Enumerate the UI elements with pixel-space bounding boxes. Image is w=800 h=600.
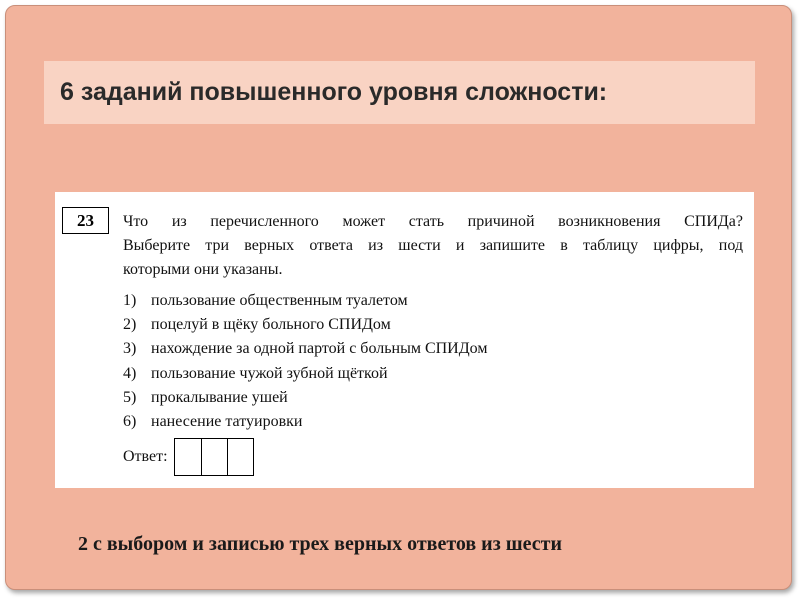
answer-label: Ответ: [123, 448, 168, 465]
option-item [123, 410, 487, 434]
option-number: 3) [123, 340, 137, 358]
option-text: прокалывание ушей [151, 388, 288, 406]
task-number: 23 [62, 207, 109, 234]
slide [5, 5, 792, 590]
task-card [55, 192, 754, 488]
answer-cell[interactable] [227, 439, 253, 475]
answer-cell[interactable] [201, 439, 227, 475]
slide-title: 6 заданий повышенного уровня сложности: [60, 78, 608, 106]
option-number: 5) [123, 388, 137, 406]
question-text [123, 210, 743, 282]
option-text: пользование общественным туалетом [151, 292, 408, 309]
option-text: пользование чужой зубной щёткой [151, 364, 388, 382]
answer-table [174, 438, 254, 476]
option-number: 4) [123, 364, 137, 382]
slide-subtitle: 2 с выбором и записью трех верных ответов из шести [78, 533, 562, 555]
option-item [123, 386, 487, 410]
answer-options [123, 289, 487, 434]
question-line: Что из перечисленного может стать причиной возникновения СПИДа? [123, 213, 743, 230]
question-line: которыми они указаны. [123, 261, 283, 278]
answer-row [123, 438, 254, 476]
option-text: поцелуй в щёку больного СПИДом [151, 316, 391, 334]
option-number: 2) [123, 316, 137, 334]
question-line: Выберите три верных ответа из шести и запишите в таблицу цифры, под [123, 237, 743, 254]
option-item [123, 313, 487, 337]
option-text: нанесение татуировки [151, 413, 303, 431]
option-item [123, 337, 487, 361]
option-text: нахождение за одной партой с больным СПИДом [151, 340, 488, 358]
option-number: 1) [123, 292, 137, 309]
option-item [123, 289, 487, 313]
option-number: 6) [123, 413, 137, 431]
answer-cell[interactable] [175, 439, 201, 475]
title-band [44, 61, 755, 124]
option-item [123, 362, 487, 386]
